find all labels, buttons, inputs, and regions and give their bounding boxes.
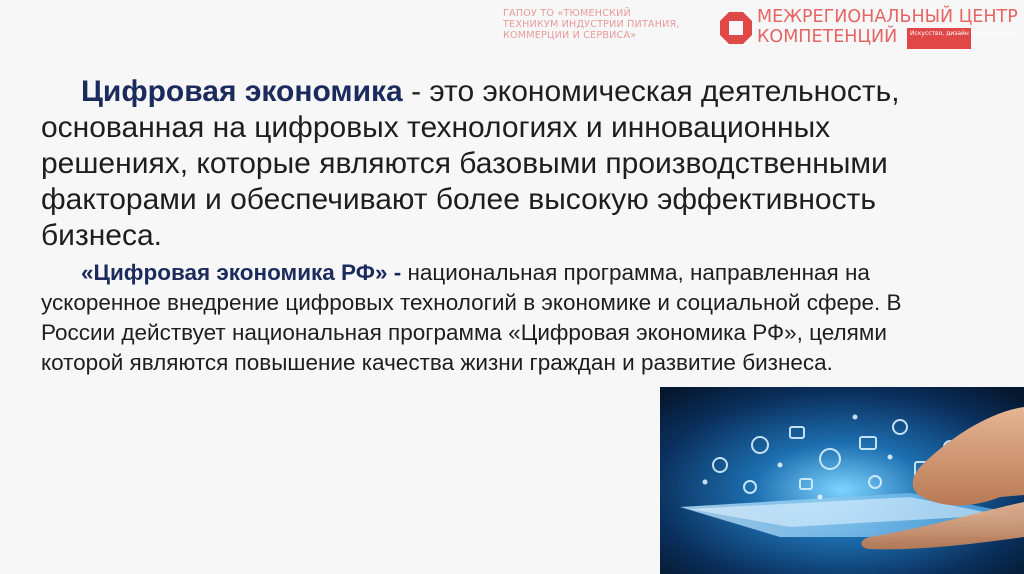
competence-center-logo-icon <box>719 11 753 45</box>
center-line2: КОМПЕТЕНЦИЙ <box>757 27 898 47</box>
program-paragraph <box>41 258 971 378</box>
org-line: ТЕХНИКУМ ИНДУСТРИИ ПИТАНИЯ, <box>503 19 680 30</box>
definition-paragraph <box>41 74 961 254</box>
definition-text: - это экономическая деятельность, основанная на цифровых технологиях и инновационных решениях, которые являются базовыми производственными факторами и обеспечивают более высокую эффективность бизнеса. <box>41 75 900 252</box>
org-name <box>503 8 719 41</box>
center-tag: Искусство, дизайн и сфера услуг <box>907 28 971 49</box>
competence-center-title <box>757 7 1018 47</box>
org-line: КОММЕРЦИИ И СЕРВИСА» <box>503 30 637 41</box>
tablet-digital-icons-image <box>660 387 1024 574</box>
term-program: «Цифровая экономика РФ» - <box>81 260 402 285</box>
program-text: национальная программа, направленная на ускоренное внедрение цифровых технологий в экономике и социальной сфере. В России действует национальная программа «Цифровая экономика РФ», целями которой являются повышение качества жизни граждан и развитие бизнеса. <box>41 260 902 375</box>
header <box>503 6 1020 50</box>
center-line1: МЕЖРЕГИОНАЛЬНЫЙ ЦЕНТР <box>757 7 1018 27</box>
org-line: ГАПОУ ТО «ТЮМЕНСКИЙ <box>503 8 631 19</box>
term-digital-economy: Цифровая экономика <box>81 75 403 108</box>
